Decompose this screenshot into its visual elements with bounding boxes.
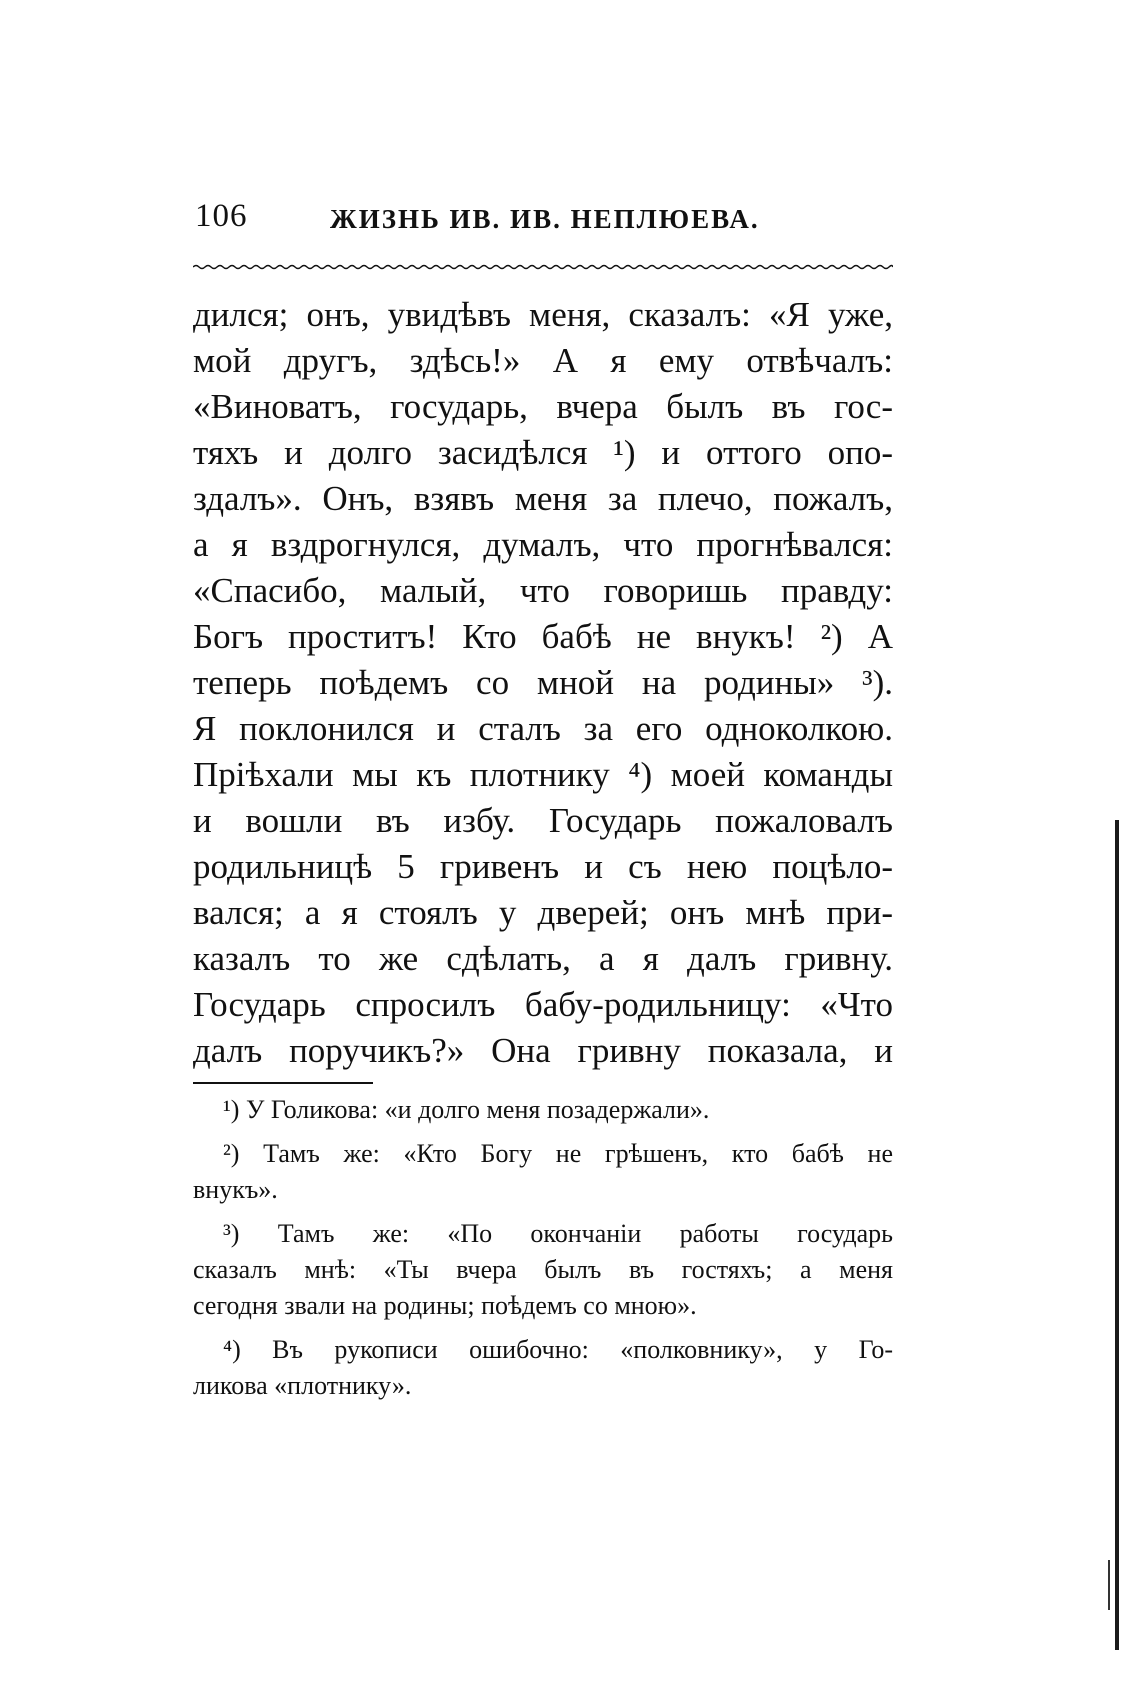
footnotes [193,1092,893,1404]
body-line: мой другъ, здѣсь!» А я ему отвѣчалъ: [193,341,893,380]
footnote-separator [193,1082,373,1084]
body-line: казалъ то же сдѣлать, а я далъ гривну. [193,939,893,978]
body-line: а я вздрогнулся, думалъ, что прогнѣвался: [193,525,893,564]
body-line: «Спасибо, малый, что говоришь правду: [193,571,893,610]
body-line: тяхъ и долго засидѣлся ¹) и оттого опо- [193,433,893,472]
footnote-line: ⁴) Въ рукописи ошибочно: «полковнику», у Го- [223,1335,893,1364]
body-line: далъ поручикъ?» Она гривну показала, и [193,1031,893,1070]
body-line: Богъ проститъ! Кто бабѣ не внукъ! ²) А [193,617,893,656]
footnote-2 [193,1136,893,1208]
body-line: Государь спросилъ бабу-родильницу: «Что [193,985,893,1024]
footnote-1 [193,1092,893,1128]
body-line: здалъ». Онъ, взявъ меня за плечо, пожалъ, [193,479,893,518]
footnote-line: ликова «плотнику». [193,1371,412,1400]
body-text [193,292,893,1074]
page-header [195,198,895,248]
running-title: ЖИЗНЬ ИВ. ИВ. НЕПЛЮЕВА. [330,204,760,234]
footnote-line: ¹) У Голикова: «и долго меня позадержали». [223,1095,710,1124]
body-line: родильницѣ 5 гривенъ и съ нею поцѣло- [193,847,893,886]
footnote-line: сказалъ мнѣ: «Ты вчера былъ въ гостяхъ; а меня [193,1255,893,1284]
footnote-line: ³) Тамъ же: «По окончаніи работы государь [223,1219,893,1248]
body-line: и вошли въ избу. Государь пожаловалъ [193,801,893,840]
footnote-4 [193,1332,893,1404]
page-spine-mark [1108,1560,1110,1610]
footnote-line: внукъ». [193,1175,278,1204]
footnote-line: ²) Тамъ же: «Кто Богу не грѣшенъ, кто бабѣ не [223,1139,893,1168]
body-line: Я поклонился и сталъ за его одноколкою. [193,709,893,748]
body-line: вался; а я стоялъ у дверей; онъ мнѣ при- [193,893,893,932]
header-wavy-rule [193,264,893,270]
body-line: «Виноватъ, государь, вчера былъ въ гос- [193,387,893,426]
body-line: Пріѣхали мы къ плотнику ⁴) моей команды [193,755,893,794]
page-number: 106 [195,198,248,234]
footnote-3 [193,1216,893,1324]
footnote-line: сегодня звали на родины; поѣдемъ со мною». [193,1291,697,1320]
page-spine-edge [1115,820,1119,1650]
body-line: дился; онъ, увидѣвъ меня, сказалъ: «Я уже, [193,295,893,334]
body-line: теперь поѣдемъ со мной на родины» ³). [193,663,893,702]
